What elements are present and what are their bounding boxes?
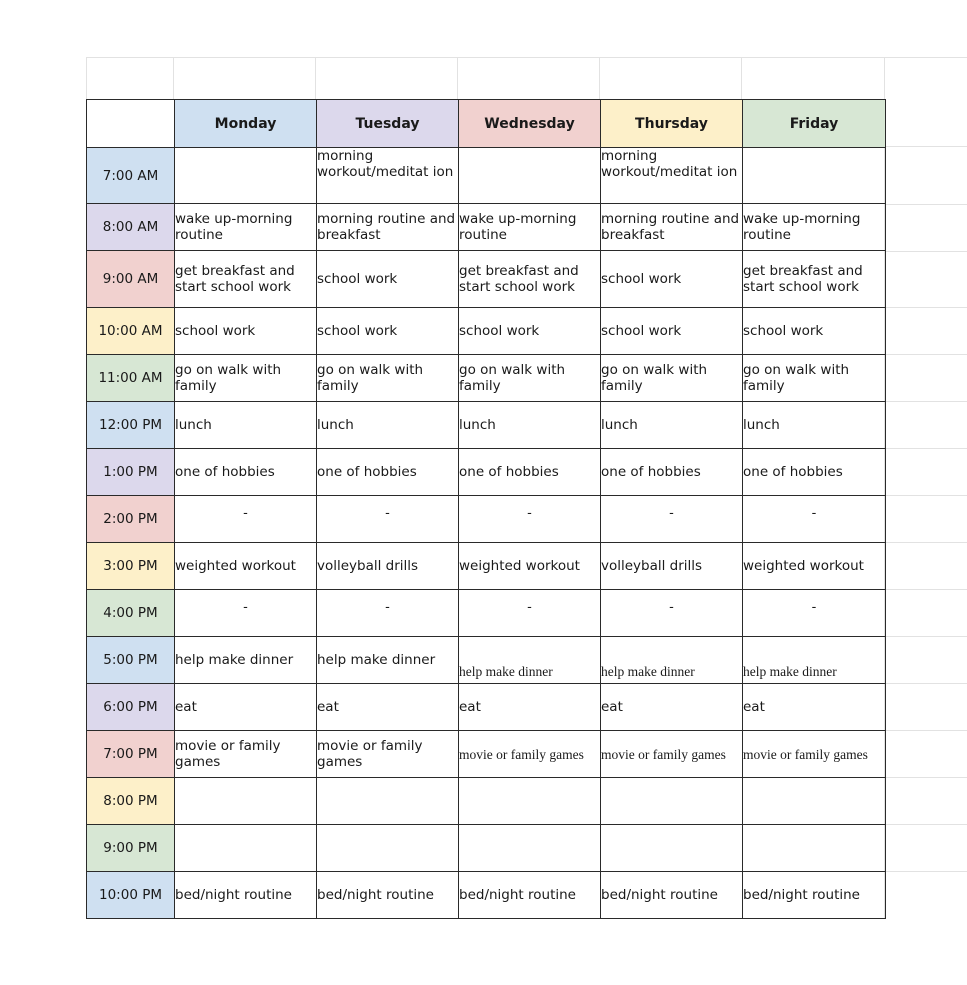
schedule-cell[interactable]: bed/night routine [601, 872, 743, 919]
schedule-cell[interactable]: volleyball drills [601, 543, 743, 590]
table-row [87, 872, 886, 919]
table-row [87, 204, 886, 251]
schedule-cell[interactable]: - [743, 590, 886, 637]
table-row [87, 778, 886, 825]
header-row [87, 100, 886, 148]
time-label[interactable]: 8:00 PM [87, 778, 175, 825]
time-label[interactable]: 9:00 AM [87, 251, 175, 308]
table-row [87, 825, 886, 872]
schedule-cell[interactable]: wake up-morning routine [175, 204, 317, 251]
schedule-cell[interactable]: lunch [743, 402, 886, 449]
day-header-wednesday[interactable]: Wednesday [459, 100, 601, 148]
schedule-cell[interactable]: school work [743, 308, 886, 355]
gridline [884, 495, 967, 496]
gridline [457, 57, 458, 99]
schedule-cell[interactable] [601, 778, 743, 825]
schedule-cell[interactable]: morning routine and breakfast [601, 204, 743, 251]
gridline [884, 307, 967, 308]
time-label[interactable]: 5:00 PM [87, 637, 175, 684]
schedule-cell[interactable] [743, 825, 886, 872]
schedule-cell[interactable] [317, 778, 459, 825]
schedule-cell[interactable]: school work [601, 251, 743, 308]
gridline [884, 730, 967, 731]
table-row [87, 308, 886, 355]
schedule-cell[interactable]: morning routine and breakfast [317, 204, 459, 251]
schedule-cell[interactable]: lunch [601, 402, 743, 449]
schedule-cell[interactable]: - [175, 590, 317, 637]
time-label[interactable]: 9:00 PM [87, 825, 175, 872]
gridline [884, 777, 967, 778]
schedule-cell[interactable]: help make dinner [601, 637, 743, 684]
schedule-cell[interactable]: bed/night routine [459, 872, 601, 919]
schedule-cell[interactable]: go on walk with family [601, 355, 743, 402]
gridline [884, 354, 967, 355]
schedule-cell[interactable]: school work [317, 251, 459, 308]
table-row [87, 637, 886, 684]
schedule-cell[interactable]: one of hobbies [743, 449, 886, 496]
schedule-cell[interactable] [743, 778, 886, 825]
table-row [87, 543, 886, 590]
gridline [884, 448, 967, 449]
schedule-cell[interactable]: go on walk with family [743, 355, 886, 402]
table-row [87, 251, 886, 308]
gridline [884, 542, 967, 543]
schedule-cell[interactable]: one of hobbies [175, 449, 317, 496]
schedule-cell[interactable]: - [601, 496, 743, 543]
schedule-cell[interactable]: get breakfast and start school work [743, 251, 886, 308]
day-header-friday[interactable]: Friday [743, 100, 886, 148]
gridline [884, 204, 967, 205]
schedule-cell[interactable]: wake up-morning routine [459, 204, 601, 251]
schedule-cell[interactable]: - [743, 496, 886, 543]
schedule-cell[interactable]: - [459, 590, 601, 637]
schedule-cell[interactable]: go on walk with family [175, 355, 317, 402]
schedule-cell[interactable] [743, 148, 886, 204]
schedule-cell[interactable]: help make dinner [317, 637, 459, 684]
schedule-cell[interactable]: wake up-morning routine [743, 204, 886, 251]
schedule-cell[interactable]: school work [601, 308, 743, 355]
schedule-cell[interactable]: - [317, 496, 459, 543]
time-label[interactable]: 4:00 PM [87, 590, 175, 637]
schedule-cell[interactable]: movie or family games [743, 731, 886, 778]
schedule-cell[interactable]: go on walk with family [459, 355, 601, 402]
schedule-cell[interactable]: eat [459, 684, 601, 731]
weekly-schedule-table [86, 99, 886, 919]
table-row [87, 590, 886, 637]
schedule-cell[interactable]: help make dinner [175, 637, 317, 684]
schedule-cell[interactable] [317, 825, 459, 872]
schedule-cell[interactable] [459, 148, 601, 204]
schedule-cell[interactable]: weighted workout [175, 543, 317, 590]
schedule-cell[interactable]: morning workout/meditat ion [317, 148, 459, 204]
gridline [884, 589, 967, 590]
table-row [87, 449, 886, 496]
schedule-cell[interactable]: help make dinner [459, 637, 601, 684]
day-header-tuesday[interactable]: Tuesday [317, 100, 459, 148]
schedule-cell[interactable]: school work [317, 308, 459, 355]
schedule-cell[interactable]: weighted workout [459, 543, 601, 590]
table-row [87, 731, 886, 778]
table-row [87, 355, 886, 402]
schedule-cell[interactable]: movie or family games [317, 731, 459, 778]
time-label[interactable]: 8:00 AM [87, 204, 175, 251]
time-label[interactable]: 1:00 PM [87, 449, 175, 496]
table-row [87, 148, 886, 204]
schedule-cell[interactable]: one of hobbies [459, 449, 601, 496]
schedule-cell[interactable] [601, 825, 743, 872]
gridline [884, 401, 967, 402]
gridline [315, 57, 316, 99]
schedule-cell[interactable]: school work [459, 308, 601, 355]
schedule-cell[interactable]: morning workout/meditat ion [601, 148, 743, 204]
schedule-cell[interactable]: volleyball drills [317, 543, 459, 590]
schedule-cell[interactable]: eat [743, 684, 886, 731]
schedule-cell[interactable]: - [459, 496, 601, 543]
gridline [599, 57, 600, 99]
schedule-cell[interactable]: eat [601, 684, 743, 731]
schedule-cell[interactable]: lunch [459, 402, 601, 449]
time-label[interactable]: 12:00 PM [87, 402, 175, 449]
schedule-cell[interactable]: help make dinner [743, 637, 886, 684]
schedule-cell[interactable] [175, 778, 317, 825]
time-label[interactable]: 11:00 AM [87, 355, 175, 402]
corner-cell[interactable] [87, 100, 175, 148]
gridline [884, 824, 967, 825]
schedule-cell[interactable] [175, 148, 317, 204]
schedule-cell[interactable]: eat [175, 684, 317, 731]
schedule-cell[interactable]: lunch [175, 402, 317, 449]
gridline [173, 57, 174, 99]
gridline [86, 57, 967, 58]
time-label[interactable]: 6:00 PM [87, 684, 175, 731]
time-label[interactable]: 10:00 PM [87, 872, 175, 919]
gridline [86, 57, 87, 99]
schedule-cell[interactable]: movie or family games [601, 731, 743, 778]
gridline [884, 871, 967, 872]
schedule-cell[interactable]: movie or family games [175, 731, 317, 778]
schedule-cell[interactable] [459, 825, 601, 872]
schedule-cell[interactable]: one of hobbies [317, 449, 459, 496]
schedule-cell[interactable]: get breakfast and start school work [175, 251, 317, 308]
table-row [87, 402, 886, 449]
schedule-cell[interactable] [175, 825, 317, 872]
gridline [884, 146, 967, 147]
schedule-cell[interactable]: lunch [317, 402, 459, 449]
schedule-cell[interactable]: bed/night routine [743, 872, 886, 919]
schedule-cell[interactable]: one of hobbies [601, 449, 743, 496]
time-label[interactable]: 7:00 PM [87, 731, 175, 778]
time-label[interactable]: 3:00 PM [87, 543, 175, 590]
time-label[interactable]: 10:00 AM [87, 308, 175, 355]
schedule-cell[interactable]: - [317, 590, 459, 637]
schedule-cell[interactable]: - [175, 496, 317, 543]
time-label[interactable]: 2:00 PM [87, 496, 175, 543]
schedule-cell[interactable]: movie or family games [459, 731, 601, 778]
schedule-cell[interactable]: weighted workout [743, 543, 886, 590]
gridline [884, 683, 967, 684]
day-header-monday[interactable]: Monday [175, 100, 317, 148]
table-row [87, 496, 886, 543]
schedule-cell[interactable]: bed/night routine [317, 872, 459, 919]
schedule-cell[interactable]: bed/night routine [175, 872, 317, 919]
day-header-thursday[interactable]: Thursday [601, 100, 743, 148]
schedule-cell[interactable]: school work [175, 308, 317, 355]
gridline [884, 251, 967, 252]
gridline [884, 636, 967, 637]
gridline [741, 57, 742, 99]
schedule-cell[interactable]: go on walk with family [317, 355, 459, 402]
schedule-cell[interactable] [459, 778, 601, 825]
schedule-cell[interactable]: eat [317, 684, 459, 731]
time-label[interactable]: 7:00 AM [87, 148, 175, 204]
schedule-cell[interactable]: - [601, 590, 743, 637]
table-row [87, 684, 886, 731]
schedule-cell[interactable]: get breakfast and start school work [459, 251, 601, 308]
